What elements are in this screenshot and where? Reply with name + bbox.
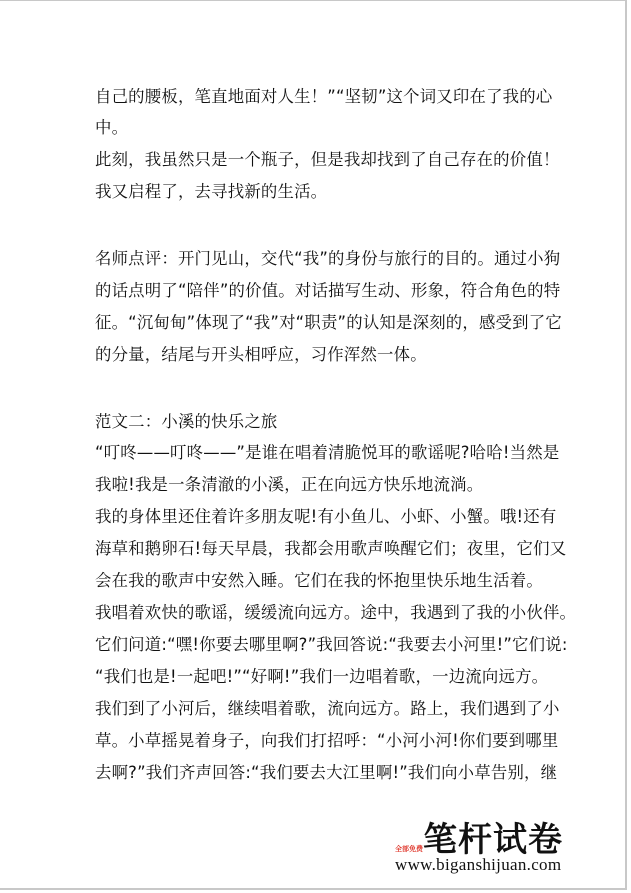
text-line: 范文二：小溪的快乐之旅 bbox=[95, 412, 278, 431]
text-line: 此刻，我虽然只是一个瓶子，但是我却找到了自己存在的价值！ bbox=[95, 150, 560, 169]
watermark-logo bbox=[395, 820, 575, 874]
text-line: 它们问道:“嘿!你要去哪里啊?”我回答说:“我要去小河里!”它们说: bbox=[95, 635, 568, 654]
text-line: 中。 bbox=[95, 118, 129, 137]
text-line: 我们到了小河后，继续唱着歌，流向远方。路上，我们遇到了小 bbox=[95, 699, 560, 718]
text-line: 我的身体里还住着许多朋友呢!有小鱼儿、小虾、小蟹。哦!还有 bbox=[95, 507, 557, 526]
watermark-free-label: 全部免费 bbox=[395, 845, 423, 853]
text-line: 会在我的歌声中安然入睡。它们在我的怀抱里快乐地生活着。 bbox=[95, 571, 543, 590]
watermark-url: www.biganshijuan.com bbox=[395, 855, 562, 874]
watermark-title: 笔杆试卷 bbox=[423, 820, 563, 860]
text-line: 海草和鹅卵石!每天早晨，我都会用歌声唤醒它们；夜里，它们又 bbox=[95, 539, 567, 558]
text-line: “叮咚——叮咚——”是谁在唱着清脆悦耳的歌谣呢?哈哈!当然是 bbox=[95, 443, 560, 462]
text-line: 草。小草摇晃着身子，向我们打招呼：“小河小河!你们要到哪里 bbox=[95, 731, 559, 750]
text-line: 我唱着欢快的歌谣，缓缓流向远方。途中，我遇到了我的小伙伴。 bbox=[95, 603, 577, 622]
text-line: 自己的腰板，笔直地面对人生！”“坚韧”这个词又印在了我的心 bbox=[95, 87, 553, 106]
text-line: 的分量，结尾与开头相呼应，习作浑然一体。 bbox=[95, 345, 427, 364]
text-line: 征。“沉甸甸”体现了“我”对“职责”的认知是深刻的，感受到了它 bbox=[95, 313, 562, 332]
text-line: 名师点评：开门见山，交代“我”的身份与旅行的目的。通过小狗 bbox=[95, 249, 561, 268]
text-line: “我们也是!一起吧!”“好啊!”我们一边唱着歌，一边流向远方。 bbox=[95, 667, 549, 686]
text-line: 我又启程了，去寻找新的生活。 bbox=[95, 182, 328, 201]
text-line: 我啦!我是一条清澈的小溪，正在向远方快乐地流淌。 bbox=[95, 475, 484, 494]
text-line: 的话点明了“陪伴”的价值。对话描写生动、形象，符合角色的特 bbox=[95, 281, 561, 300]
text-line: 去啊?”我们齐声回答:“我们要去大江里啊!”我们向小草告别，继 bbox=[95, 763, 558, 782]
